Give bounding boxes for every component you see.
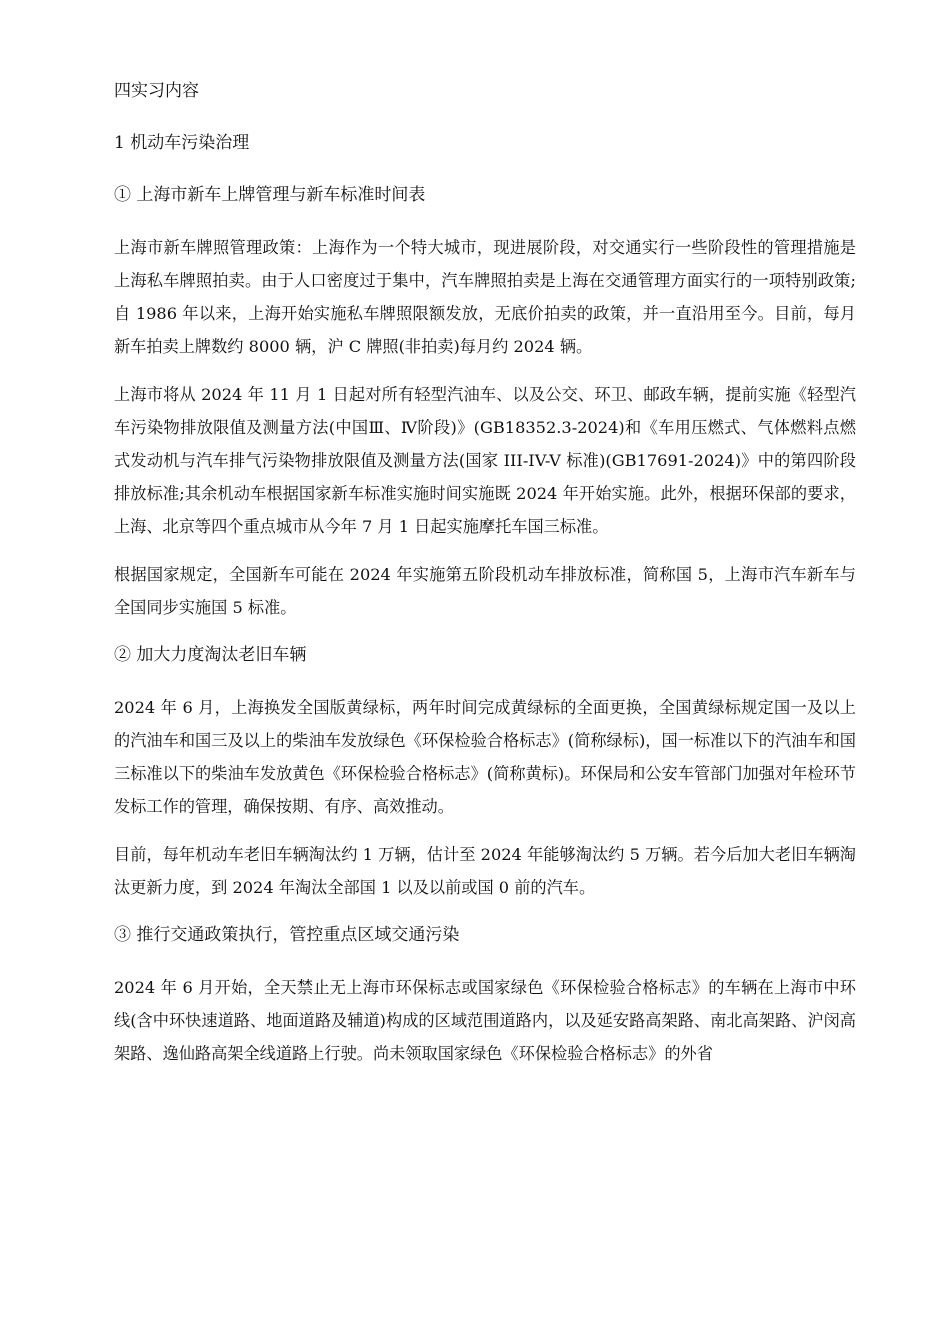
paragraph: 上海市将从 2024 年 11 月 1 日起对所有轻型汽油车、以及公交、环卫、邮政车辆，提前实施《轻型汽车污染物排放限值及测量方法(中国Ⅲ、Ⅳ阶段)》(GB18352.3-2024)和《车用压燃式、气体燃料点燃式发动机与汽车排气污染物排放限值及测量方法(国家 III-IV-V 标准)(GB17691-2024)》中的第四阶段排放标准;其余机动车根据国家新车标准实施时间实施既 2024 年开始实施。此外，根据环保部的要求，上海、北京等四个重点城市从今年 7 月 1 日起实施摩托车国三标准。 [114,385,856,536]
paragraph: 目前，每年机动车老旧车辆淘汰约 1 万辆，估计至 2024 年能够淘汰约 5 万辆。若今后加大老旧车辆淘汰更新力度，到 2024 年淘汰全部国 1 以及以前或国 0 前的汽车。 [114,845,856,897]
subsection-title: 1 机动车污染治理 [114,133,250,153]
paragraph: 2024 年 6 月开始，全天禁止无上海市环保标志或国家绿色《环保检验合格标志》的车辆在上海市中环线(含中环快速道路、地面道路及辅道)构成的区域范围道路内，以及延安路高架路、南北高架路、沪闵高架路、逸仙路高架全线道路上行驶。尚未领取国家绿色《环保检验合格标志》的外省 [114,978,856,1063]
item2-title: ② 加大力度淘汰老旧车辆 [114,645,307,665]
paragraph: 上海市新车牌照管理政策：上海作为一个特大城市，现进展阶段，对交通实行一些阶段性的管理措施是上海私车牌照拍卖。由于人口密度过于集中，汽车牌照拍卖是上海在交通管理方面实行的一项特别政策;自 1986 年以来，上海开始实施私车牌照限额发放，无底价拍卖的政策，并一直沿用至今。目前，每月新车拍卖上牌数约 8000 辆，沪 C 牌照(非拍卖)每月约 2024 辆。 [114,238,856,356]
item3-title: ③ 推行交通政策执行，管控重点区域交通污染 [114,925,460,945]
paragraph: 2024 年 6 月，上海换发全国版黄绿标，两年时间完成黄绿标的全面更换，全国黄绿标规定国一及以上的汽油车和国三及以上的柴油车发放绿色《环保检验合格标志》(简称绿标)，国一标准以下的汽油车和国三标准以下的柴油车发放黄色《环保检验合格标志》(简称黄标)。环保局和公安车管部门加强对年检环节发标工作的管理，确保按期、有序、高效推动。 [114,698,856,816]
section-title: 四实习内容 [114,81,199,101]
paragraph: 根据国家规定，全国新车可能在 2024 年实施第五阶段机动车排放标准，简称国 5，上海市汽车新车与全国同步实施国 5 标准。 [114,565,856,617]
item1-title: ① 上海市新车上牌管理与新车标准时间表 [114,185,426,205]
